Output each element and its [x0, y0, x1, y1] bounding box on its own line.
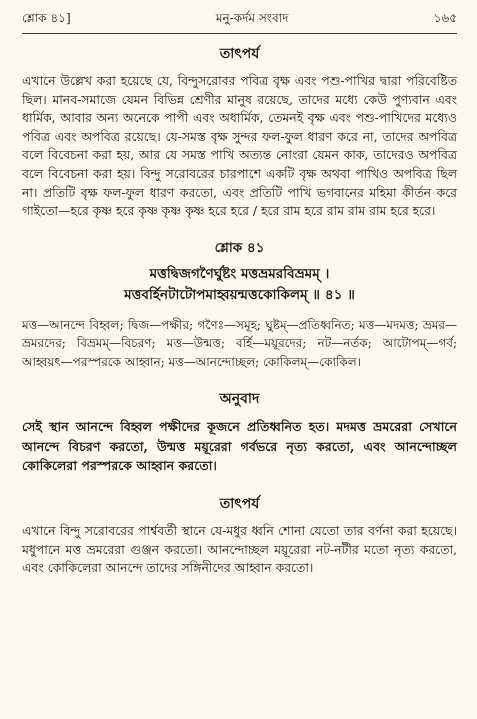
running-header: [22, 10, 457, 32]
purport-heading: তাৎপর্য: [219, 46, 260, 62]
word-meanings: মত্ত—আনন্দে বিহ্বল; দ্বিজ—পক্ষীর; গণৈঃ—সমূহ; ঘুষ্টম্—প্রতিধ্বনিত; মত্ত—মদমত্ত; ভ্রমর—ভ্রমরদের; বিভ্রমম্—বিচরণ; মত্ত—উন্মত্ত; বর্হি—ময়ূরদের; নট—নর্তক; আটোপম্—গর্ব; আহ্বয়ৎ—পরস্পরকে আহ্বান; মত্ত—আনন্দোচ্ছল; কোকিলম্—কোকিল।: [22, 317, 457, 369]
purport-text: এখানে উল্লেখ করা হয়েছে যে, বিন্দুসরোবর পবিত্র বৃক্ষ এবং পশু-পাখির দ্বারা পরিবেষ্টিত ছিল। মানব-সমাজে যেমন বিভিন্ন শ্রেণীর মানুষ রয়েছে, তাদের মধ্যে কেউ পুণ্যবান এবং ধার্মিক, আবার অন্য অনেকে পাপী এবং অধার্মিক, তেমনই বৃক্ষ এবং পশু-পাখিদের মধ্যেও পবিত্র এবং অপবিত্র রয়েছে। যে-সমস্ত বৃক্ষ সুন্দর ফল-ফুল ধারণ করে না, তাদের অপবিত্র বলে বিবেচনা করা হয়, আর যে সমস্ত পাখি অত্যন্ত নোংরা যেমন কাক, তাদেরও অপবিত্র বলে বিবেচনা করা হয়। বিন্দু সরোবরের চারপাশে একটি বৃক্ষ অথবা পাখিও অপবিত্র ছিল না। প্রতিটি বৃক্ষ ফল-ফুল ধারণ করতো, এবং প্রতিটি পাখি ভগবানের মহিমা কীর্তন করে গাইতো—হরে কৃষ্ণ হরে কৃষ্ণ কৃষ্ণ কৃষ্ণ হরে হরে / হরে রাম হরে রাম রাম রাম হরে হরে।: [22, 73, 457, 219]
header-chapter-title: মনু-কর্দম সংবাদ: [215, 11, 289, 25]
purport-text-2: এখানে বিন্দু সরোবরের পার্শ্ববর্তী স্থানে যে-মধুর ধ্বনি শোনা যেতো তার বর্ণনা করা হয়েছে। মধুপানে মত্ত ভ্রমরেরা গুঞ্জন করতো। আনন্দোচ্ছল ময়ূরেরা নট-নটীর মতো নৃত্য করতো, এবং কোকিলেরা আনন্দে তাদের সঙ্গিনীদের আহ্বান করতো।: [22, 523, 457, 576]
header-verse-ref: শ্লোক ৪১]: [22, 11, 71, 25]
verse-line-1: মত্তদ্বিজগণৈর্ঘুষ্টং মত্তভ্রমরবিভ্রমম্ ।: [149, 265, 330, 282]
verse-line-2: মত্তবর্হিনটাটোপমাহ্বয়ন্মত্তকোকিলম্ ॥ ৪১ ॥: [124, 286, 355, 303]
verse-title: শ্লোক ৪১: [214, 239, 265, 256]
purport-heading-2: তাৎপর্য: [219, 496, 260, 513]
header-rule: [22, 33, 457, 34]
translation-text: সেই স্থান আনন্দে বিহ্বল পক্ষীদের কূজনে প্রতিধ্বনিত হত। মদমত্ত ভ্রমরেরা সেখানে আনন্দে বিচরণ করতো, উন্মত্ত ময়ূরেরা গর্বভরে নৃত্য করতো, এবং আনন্দোচ্ছল কোকিলেরা পরস্পরকে আহ্বান করতো।: [22, 419, 457, 474]
page-number: ১৬৫: [433, 11, 457, 25]
translation-heading: অনুবাদ: [219, 391, 260, 408]
